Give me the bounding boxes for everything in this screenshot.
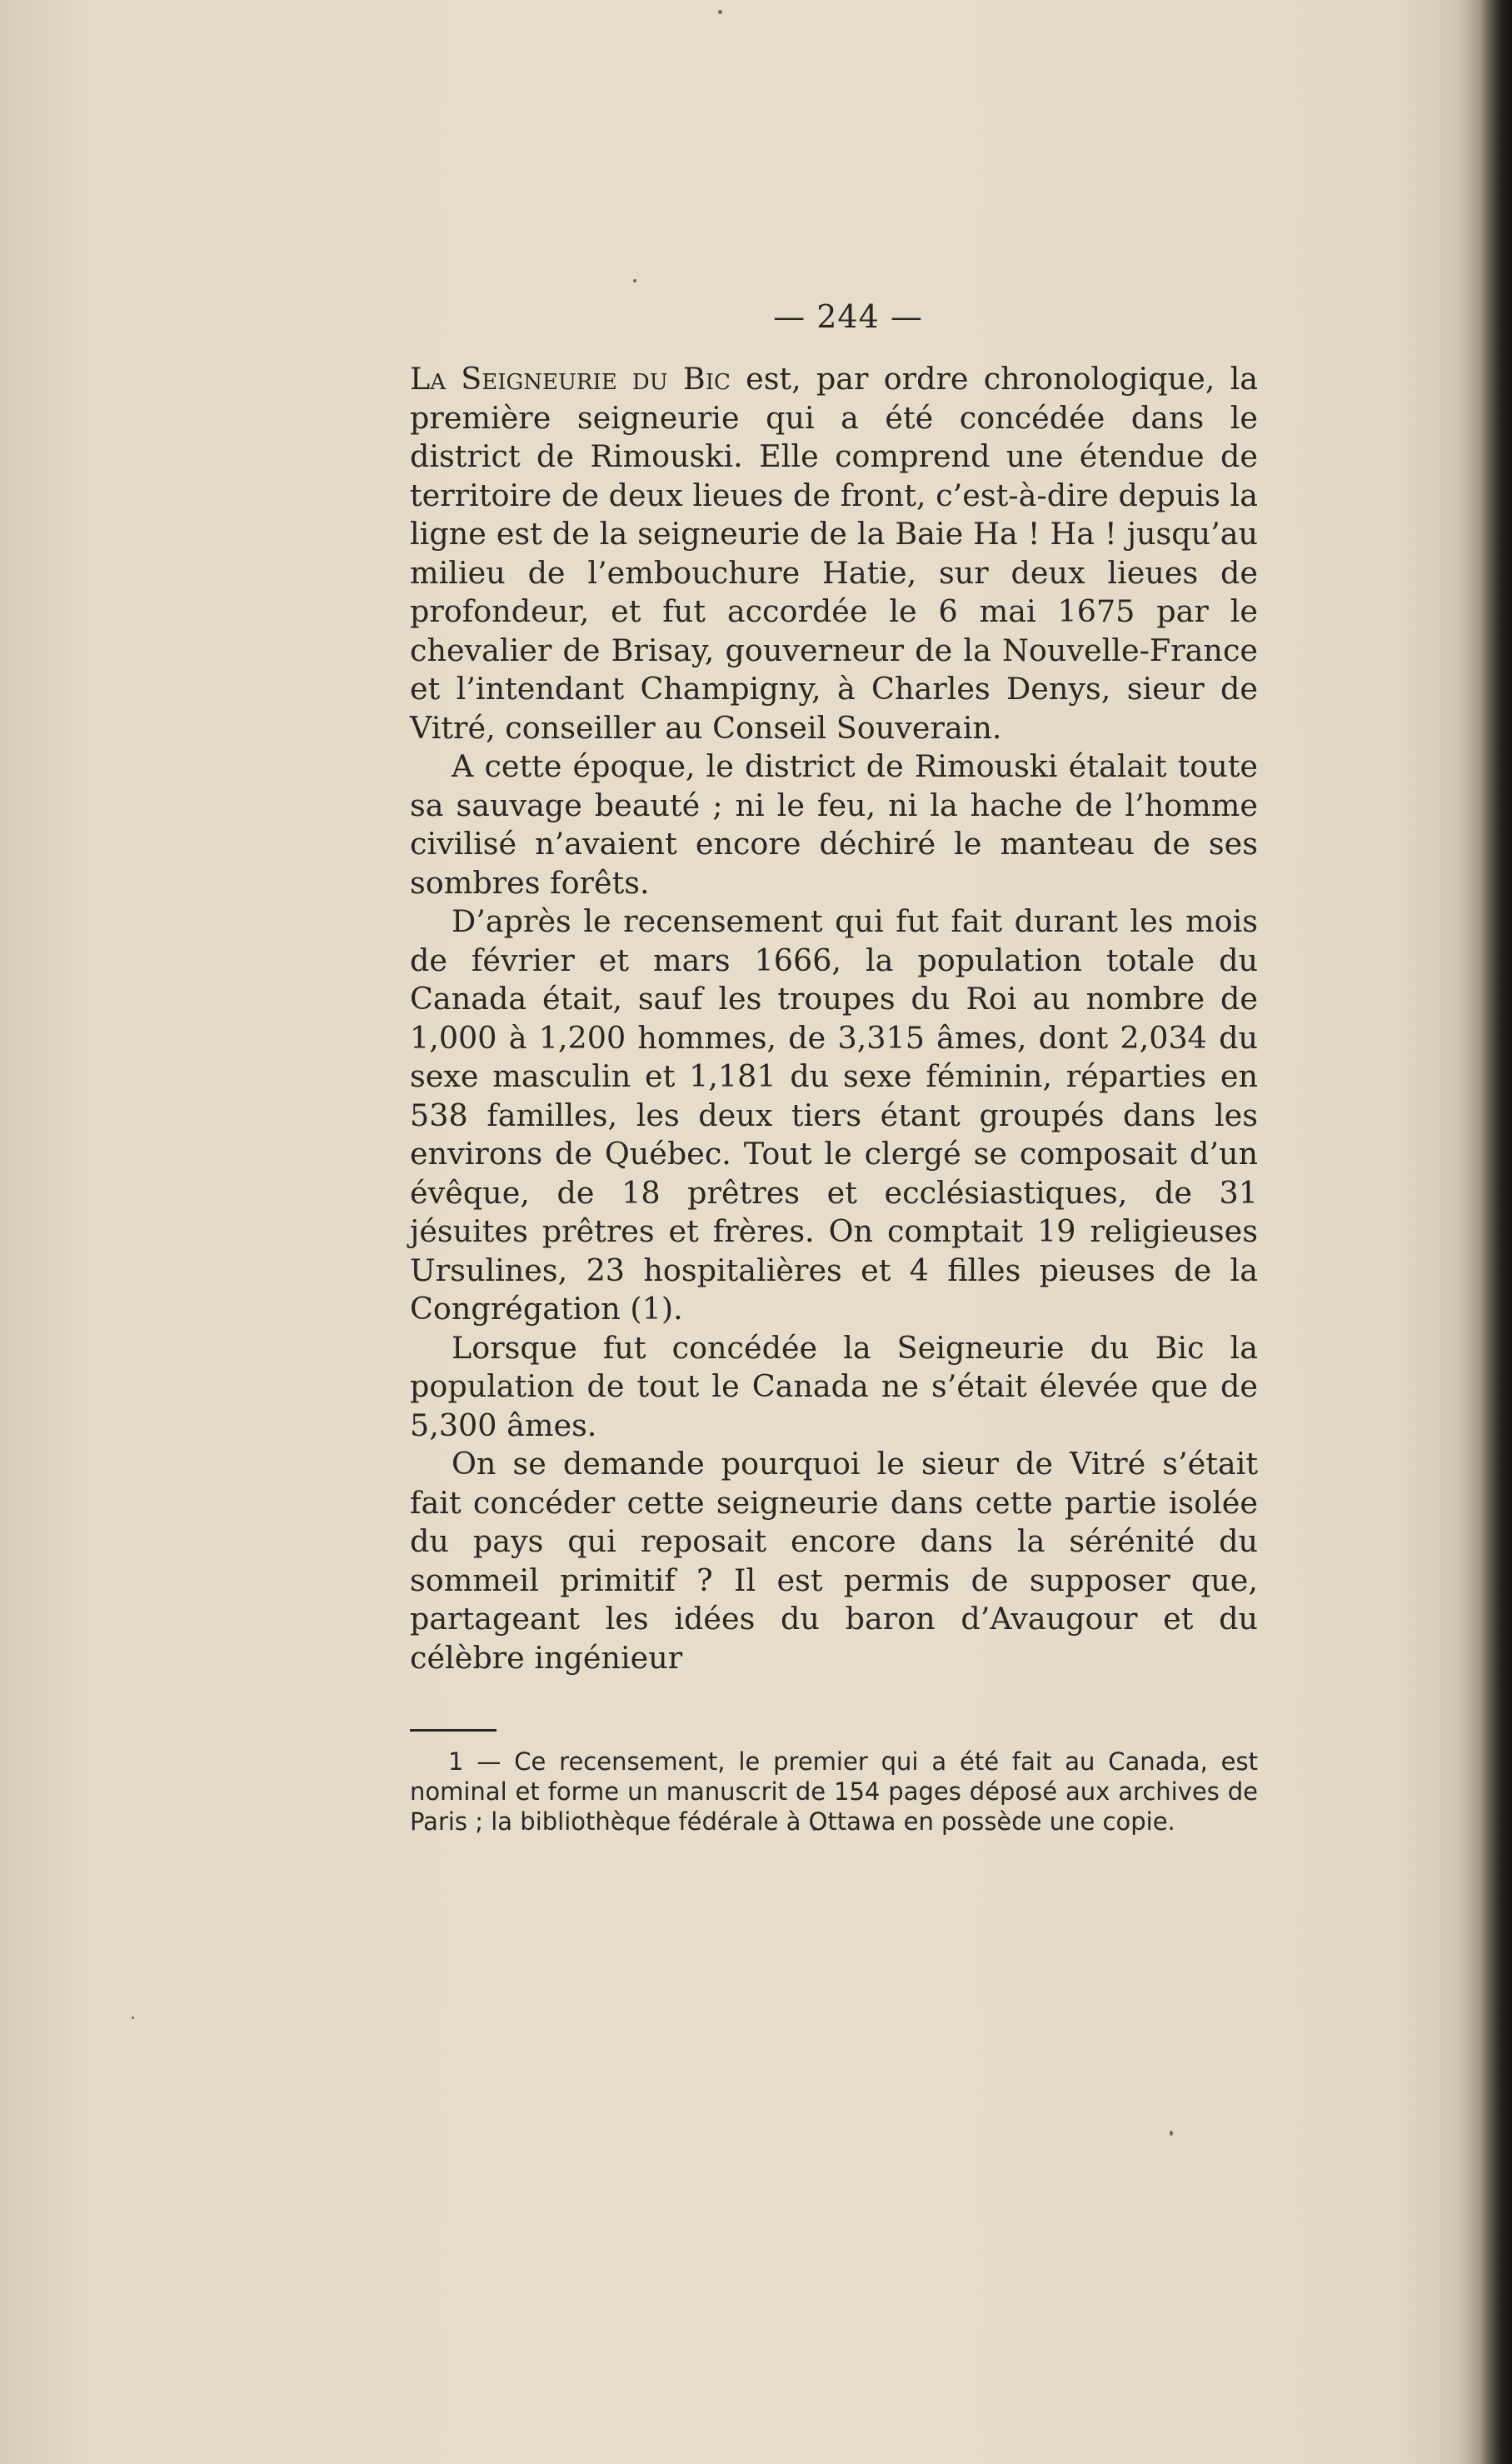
seigneurie-title: La Seigneurie du Bic	[410, 361, 731, 397]
paragraph: A cette époque, le district de Rimouski étalait toute sa sauvage beauté ; ni le feu, ni la hache de l’homme civilisé n’avaient encore déchiré le manteau de ses sombres forêts.	[410, 748, 1258, 901]
paragraph	[410, 360, 1258, 747]
page-text	[410, 283, 1258, 1837]
page-number: — 244 —	[773, 298, 923, 335]
paper-speck	[1170, 2131, 1173, 2136]
paper-speck	[718, 10, 722, 14]
paragraph-text: est, par ordre chronologique, la première seigneurie qui a été concédée dans le district de Rimouski. Elle comprend une étendue de territoire de deux lieues de front, c’est-à-dire depuis la ligne est de la seigneurie de la Baie Ha ! Ha ! jusqu’au milieu de l’embouchure Hatie, sur deux lieues de profondeur, et fut accordée le 6 mai 1675 par le chevalier de Brisay, gouverneur de la Nouvelle-France et l’intendant Champigny, à Charles Denys, sieur de Vitré, conseiller au Conseil Souverain.	[410, 361, 1259, 746]
paper-speck	[633, 279, 636, 282]
footnote-divider	[410, 1729, 497, 1732]
page-edge-shadow	[1454, 0, 1512, 2464]
paragraph: D’après le recensement qui fut fait durant les mois de février et mars 1666, la population totale du Canada était, sauf les troupes du Roi au nombre de 1,000 à 1,200 hommes, de 3,315 âmes, dont 2,034 du sexe masculin et 1,181 du sexe féminin, réparties en 538 familles, les deux tiers étant groupés dans les environs de Québec. Tout le clergé se composait d’un évêque, de 18 prêtres et ecclésiastiques, de 31 jésuites prêtres et frères. On comptait 19 religieuses Ursulines, 23 hospitalières et 4 filles pieuses de la Congrégation (1).	[410, 903, 1258, 1327]
paper-speck	[132, 2017, 134, 2019]
paragraph: On se demande pourquoi le sieur de Vitré s’était fait concéder cette seigneurie dans cette partie isolée du pays qui reposait encore dans la sérénité du sommeil primitif ? Il est permis de supposer que, partageant les idées du baron d’Avaugour et du célèbre ingénieur	[410, 1446, 1258, 1676]
paragraph: Lorsque fut concédée la Seigneurie du Bic la population de tout le Canada ne s’était élevée que de 5,300 âmes.	[410, 1329, 1258, 1443]
footnote: 1 — Ce recensement, le premier qui a été fait au Canada, est nominal et forme un manuscrit de 154 pages déposé aux archives de Paris ; la bibliothèque fédérale à Ottawa en possède une copie.	[410, 1747, 1258, 1836]
